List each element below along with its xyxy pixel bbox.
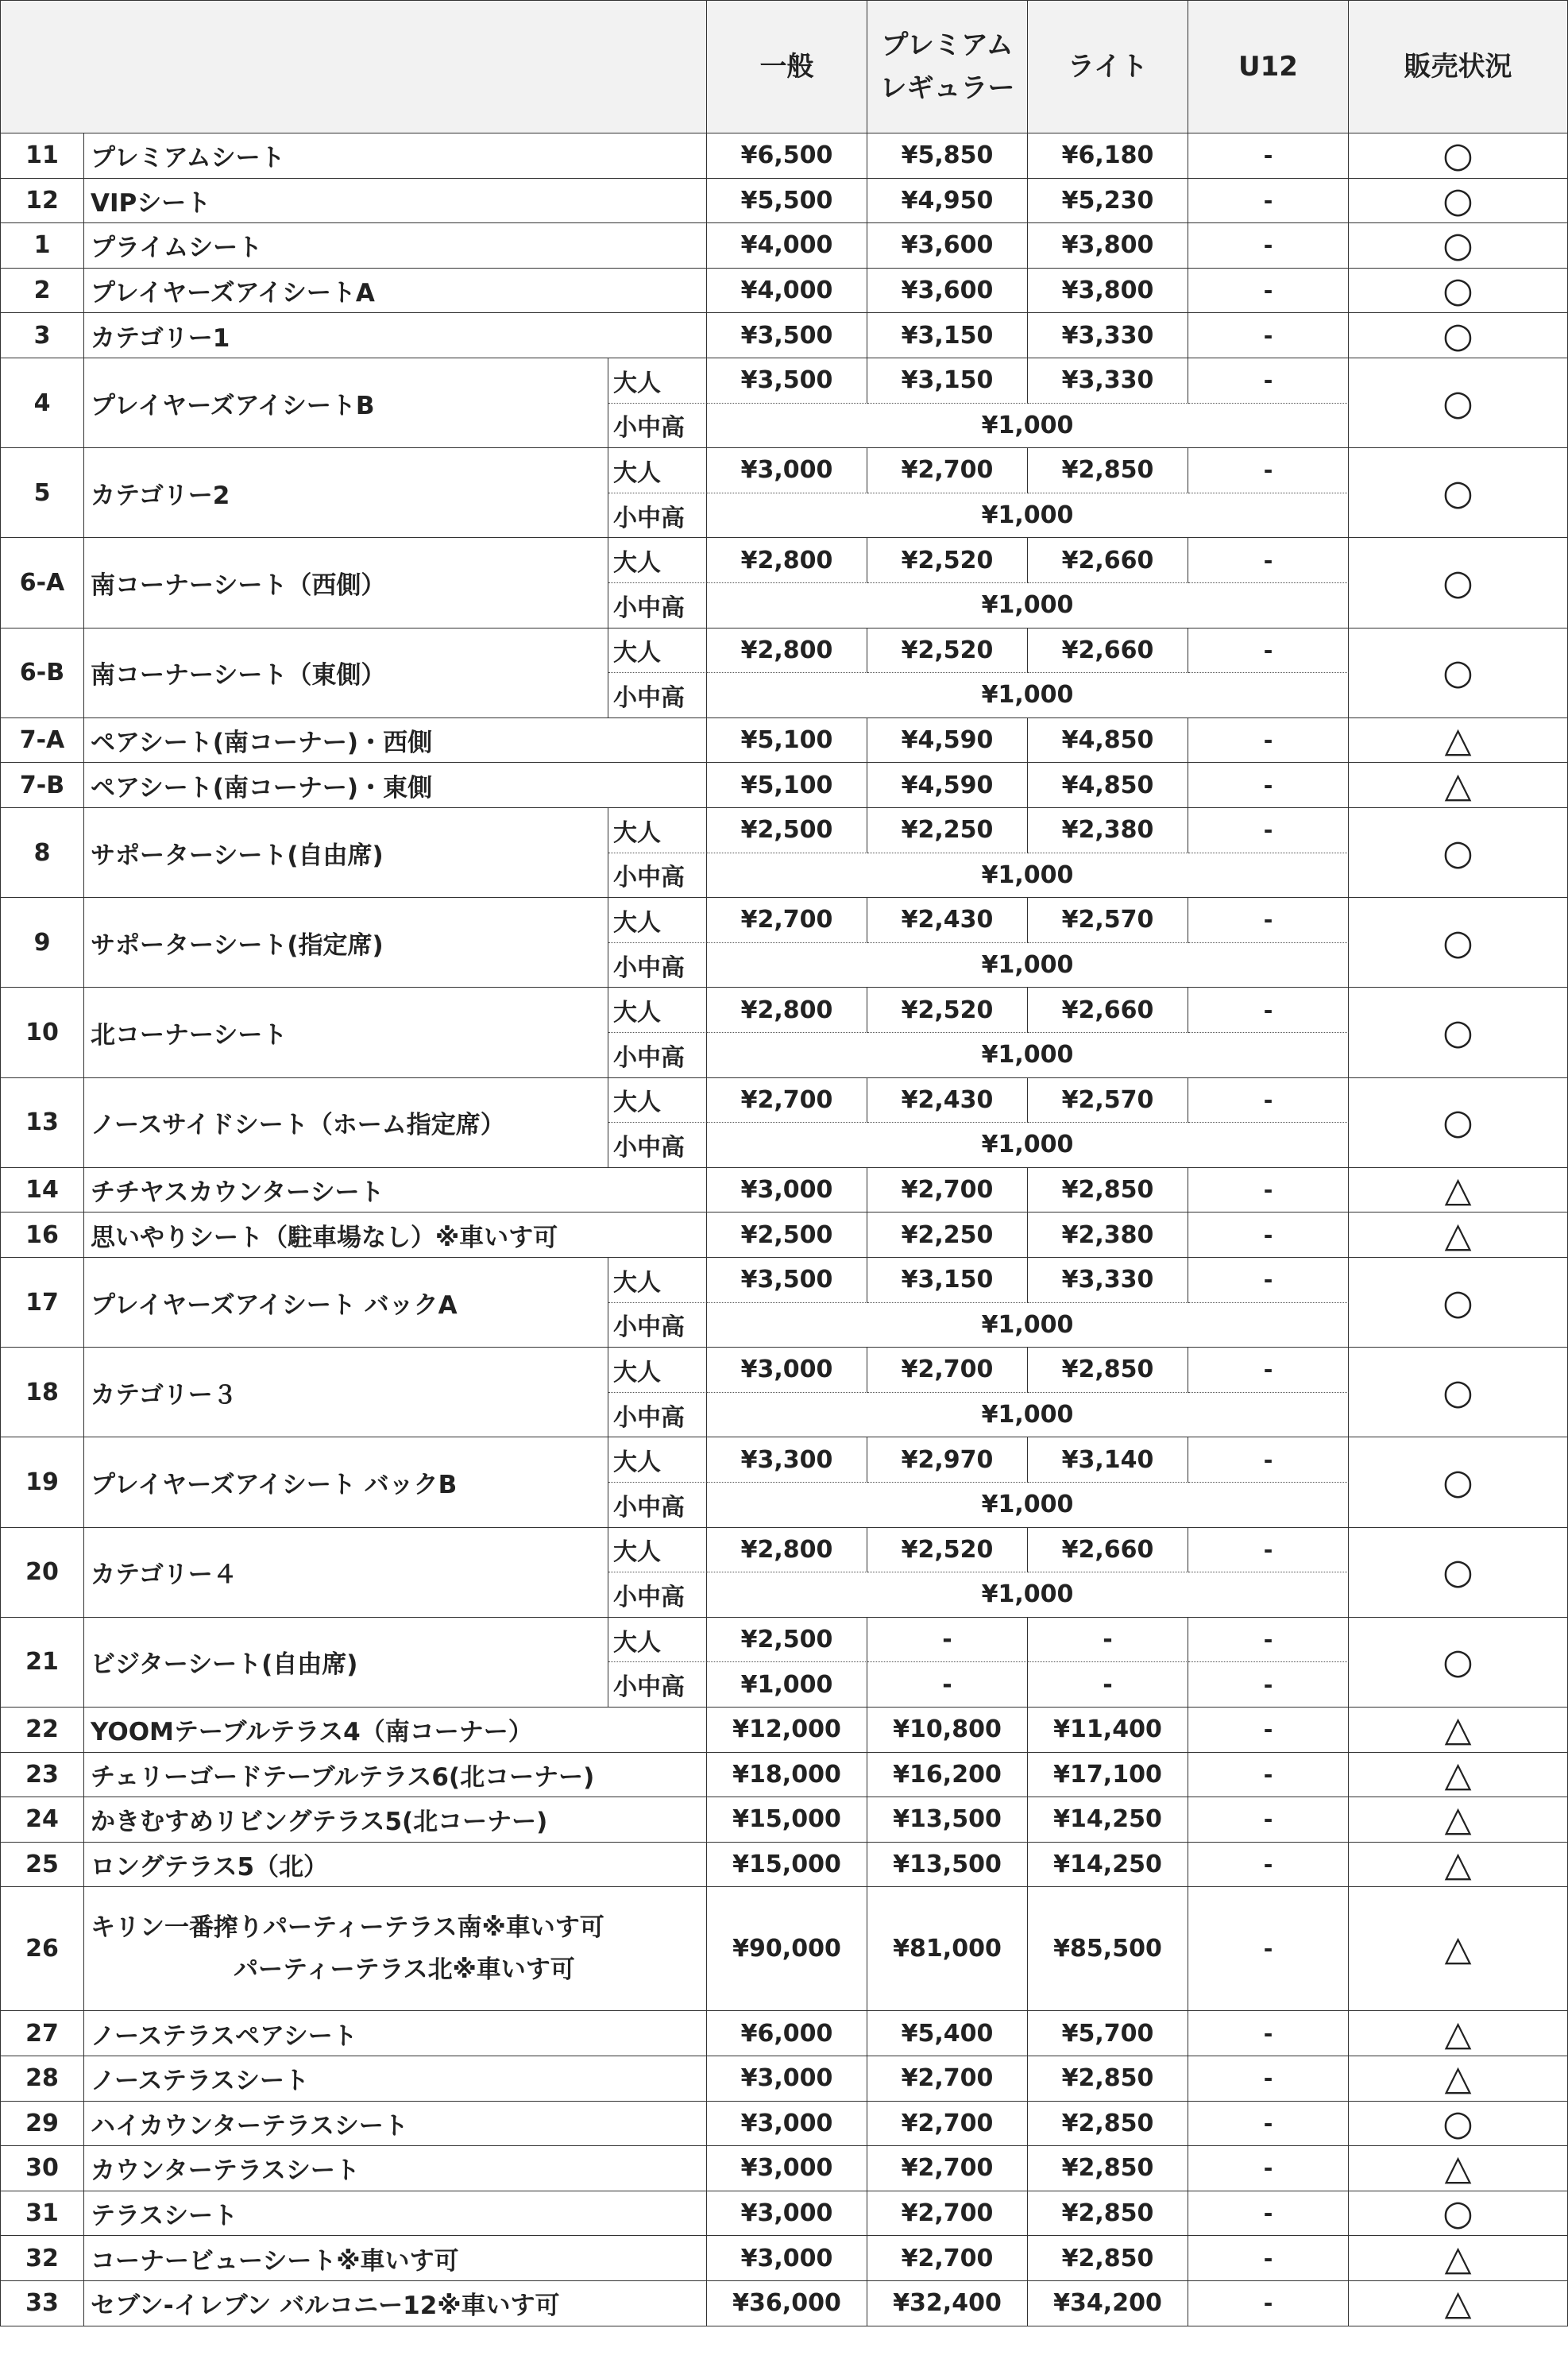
seat-number: 18 [0, 1348, 84, 1437]
adult-price-premium: ¥2,520 [867, 988, 1028, 1033]
seat-number: 7-A [0, 718, 84, 764]
seat-number: 23 [0, 1753, 84, 1798]
price-light: ¥6,180 [1028, 133, 1188, 179]
youth-price: ¥1,000 [707, 1303, 1349, 1348]
adult-price-general: ¥2,800 [707, 628, 867, 674]
youth-price-premium: - [867, 1662, 1028, 1708]
price-premium: ¥4,590 [867, 718, 1028, 764]
adult-label: 大人 [608, 1528, 707, 1573]
price-premium: ¥2,700 [867, 2236, 1028, 2281]
adult-price-general: ¥2,700 [707, 1078, 867, 1124]
seat-name: ノーステラスペアシート [84, 2011, 707, 2056]
seat-name: テラスシート [84, 2191, 707, 2237]
seat-name [84, 1887, 707, 2011]
youth-label: 小中高 [608, 493, 707, 539]
header-u12: U12 [1188, 0, 1349, 133]
adult-price-u12: - [1188, 1528, 1349, 1573]
seat-name: YOOMテーブルテラス4（南コーナー） [84, 1708, 707, 1753]
youth-price: ¥1,000 [707, 583, 1349, 628]
sales-status: ○ [1349, 628, 1568, 718]
sales-status: ○ [1349, 2191, 1568, 2237]
seat-name: カウンターテラスシート [84, 2146, 707, 2191]
seat-name: サポーターシート(指定席) [84, 898, 608, 988]
price-u12: - [1188, 1213, 1349, 1258]
adult-price-general: ¥3,500 [707, 358, 867, 404]
seat-number: 16 [0, 1213, 84, 1258]
seat-number: 31 [0, 2191, 84, 2237]
seat-number: 6-A [0, 538, 84, 628]
youth-price-light: - [1028, 1662, 1188, 1708]
adult-price-premium: - [867, 1618, 1028, 1663]
price-light: ¥2,850 [1028, 2102, 1188, 2147]
youth-label: 小中高 [608, 1303, 707, 1348]
youth-label: 小中高 [608, 853, 707, 899]
price-u12: - [1188, 2146, 1349, 2191]
adult-price-light: ¥2,660 [1028, 1528, 1188, 1573]
sales-status: △ [1349, 1708, 1568, 1753]
seat-name-line2: パーティーテラス北※車いす可 [234, 1955, 575, 1984]
adult-price-light: ¥2,380 [1028, 808, 1188, 853]
sales-status: ○ [1349, 1258, 1568, 1348]
price-u12: - [1188, 1843, 1349, 1888]
adult-price-general: ¥2,500 [707, 808, 867, 853]
adult-price-u12: - [1188, 1258, 1349, 1303]
seat-number: 14 [0, 1168, 84, 1213]
price-premium: ¥2,700 [867, 1168, 1028, 1213]
price-u12: - [1188, 2236, 1349, 2281]
seat-name: ロングテラス5（北） [84, 1843, 707, 1888]
adult-label: 大人 [608, 898, 707, 943]
sales-status: △ [1349, 1168, 1568, 1213]
sales-status: ○ [1349, 898, 1568, 988]
price-light: ¥2,850 [1028, 2191, 1188, 2237]
seat-number: 24 [0, 1797, 84, 1843]
seat-name: ノーステラスシート [84, 2056, 707, 2102]
price-light: ¥14,250 [1028, 1843, 1188, 1888]
sales-status: ○ [1349, 1078, 1568, 1168]
adult-price-premium: ¥2,700 [867, 1348, 1028, 1393]
seat-name: サポーターシート(自由席) [84, 808, 608, 898]
adult-price-light: ¥2,660 [1028, 988, 1188, 1033]
adult-price-general: ¥3,300 [707, 1437, 867, 1483]
adult-label: 大人 [608, 808, 707, 853]
price-premium: ¥2,700 [867, 2102, 1028, 2147]
sales-status: ○ [1349, 2102, 1568, 2147]
price-light: ¥34,200 [1028, 2281, 1188, 2326]
seat-name: プライムシート [84, 223, 707, 269]
price-u12: - [1188, 2011, 1349, 2056]
seat-name: VIPシート [84, 179, 707, 224]
seat-name-line1: キリン一番搾りパーティーテラス南※車いす可 [91, 1913, 604, 1943]
seat-name: ハイカウンターテラスシート [84, 2102, 707, 2147]
sales-status: ○ [1349, 1437, 1568, 1527]
price-u12: - [1188, 179, 1349, 224]
adult-price-general: ¥2,800 [707, 988, 867, 1033]
price-light: ¥2,850 [1028, 2146, 1188, 2191]
youth-price: ¥1,000 [707, 1483, 1349, 1528]
sales-status: △ [1349, 1797, 1568, 1843]
adult-price-premium: ¥2,520 [867, 1528, 1028, 1573]
seat-name: プレイヤーズアイシート バックB [84, 1437, 608, 1527]
youth-price: ¥1,000 [707, 493, 1349, 539]
seat-name: カテゴリー４ [84, 1528, 608, 1618]
sales-status: ○ [1349, 1348, 1568, 1437]
price-light: ¥5,230 [1028, 179, 1188, 224]
adult-price-light: ¥2,570 [1028, 898, 1188, 943]
adult-price-general: ¥2,800 [707, 538, 867, 583]
price-premium: ¥16,200 [867, 1753, 1028, 1798]
seat-number: 5 [0, 448, 84, 538]
price-general: ¥3,500 [707, 313, 867, 358]
adult-label: 大人 [608, 1618, 707, 1663]
price-u12: - [1188, 718, 1349, 764]
youth-price-u12: - [1188, 1662, 1349, 1708]
youth-price: ¥1,000 [707, 943, 1349, 988]
sales-status: △ [1349, 1843, 1568, 1888]
price-general: ¥6,000 [707, 2011, 867, 2056]
price-general: ¥4,000 [707, 223, 867, 269]
adult-label: 大人 [608, 628, 707, 674]
adult-price-light: ¥2,660 [1028, 538, 1188, 583]
price-premium: ¥4,590 [867, 763, 1028, 808]
price-premium: ¥5,850 [867, 133, 1028, 179]
youth-label: 小中高 [608, 404, 707, 449]
adult-price-light: ¥2,850 [1028, 448, 1188, 493]
seat-name: チチヤスカウンターシート [84, 1168, 707, 1213]
seat-number: 10 [0, 988, 84, 1077]
seat-number: 2 [0, 269, 84, 314]
adult-price-premium: ¥2,520 [867, 538, 1028, 583]
price-general: ¥3,000 [707, 1168, 867, 1213]
adult-price-u12: - [1188, 358, 1349, 404]
adult-price-premium: ¥2,250 [867, 808, 1028, 853]
seat-number: 28 [0, 2056, 84, 2102]
header-premium [867, 0, 1028, 133]
adult-price-light: ¥3,330 [1028, 358, 1188, 404]
price-general: ¥15,000 [707, 1797, 867, 1843]
seat-number: 26 [0, 1887, 84, 2011]
adult-price-light: - [1028, 1618, 1188, 1663]
adult-price-u12: - [1188, 1618, 1349, 1663]
adult-price-premium: ¥3,150 [867, 1258, 1028, 1303]
sales-status: △ [1349, 2011, 1568, 2056]
seat-number: 8 [0, 808, 84, 898]
price-u12: - [1188, 1708, 1349, 1753]
adult-price-general: ¥3,000 [707, 448, 867, 493]
seat-name: カテゴリー1 [84, 313, 707, 358]
sales-status: ○ [1349, 808, 1568, 898]
seat-number: 17 [0, 1258, 84, 1348]
adult-price-u12: - [1188, 1078, 1349, 1124]
seat-number: 30 [0, 2146, 84, 2191]
seat-name: カテゴリー３ [84, 1348, 608, 1437]
youth-label: 小中高 [608, 1033, 707, 1078]
price-general: ¥90,000 [707, 1887, 867, 2011]
price-premium: ¥5,400 [867, 2011, 1028, 2056]
youth-label: 小中高 [608, 1123, 707, 1168]
adult-price-premium: ¥2,430 [867, 898, 1028, 943]
adult-price-premium: ¥2,700 [867, 448, 1028, 493]
price-general: ¥2,500 [707, 1213, 867, 1258]
adult-label: 大人 [608, 538, 707, 583]
sales-status: ○ [1349, 313, 1568, 358]
adult-price-u12: - [1188, 628, 1349, 674]
sales-status: ○ [1349, 179, 1568, 224]
price-premium: ¥2,700 [867, 2146, 1028, 2191]
sales-status: ○ [1349, 1618, 1568, 1708]
adult-price-premium: ¥2,970 [867, 1437, 1028, 1483]
youth-price: ¥1,000 [707, 853, 1349, 899]
sales-status: △ [1349, 2056, 1568, 2102]
sales-status: △ [1349, 1753, 1568, 1798]
price-premium: ¥81,000 [867, 1887, 1028, 2011]
sales-status: ○ [1349, 538, 1568, 628]
adult-price-light: ¥3,330 [1028, 1258, 1188, 1303]
seat-number: 11 [0, 133, 84, 179]
header-general: 一般 [707, 0, 867, 133]
seat-name: カテゴリー2 [84, 448, 608, 538]
seat-number: 4 [0, 358, 84, 448]
price-general: ¥3,000 [707, 2236, 867, 2281]
sales-status: ○ [1349, 448, 1568, 538]
seat-name: 南コーナーシート（西側） [84, 538, 608, 628]
seat-number: 6-B [0, 628, 84, 718]
seat-number: 25 [0, 1843, 84, 1888]
header-blank [0, 0, 707, 133]
adult-price-u12: - [1188, 988, 1349, 1033]
price-premium: ¥3,150 [867, 313, 1028, 358]
price-general: ¥3,000 [707, 2102, 867, 2147]
seat-number: 32 [0, 2236, 84, 2281]
price-u12: - [1188, 2102, 1349, 2147]
price-light: ¥2,380 [1028, 1213, 1188, 1258]
adult-label: 大人 [608, 988, 707, 1033]
adult-price-light: ¥2,570 [1028, 1078, 1188, 1124]
adult-price-premium: ¥3,150 [867, 358, 1028, 404]
adult-price-general: ¥3,500 [707, 1258, 867, 1303]
price-general: ¥3,000 [707, 2191, 867, 2237]
price-general: ¥15,000 [707, 1843, 867, 1888]
price-light: ¥4,850 [1028, 718, 1188, 764]
seat-number: 29 [0, 2102, 84, 2147]
price-light: ¥3,330 [1028, 313, 1188, 358]
adult-price-u12: - [1188, 1348, 1349, 1393]
sales-status: △ [1349, 1887, 1568, 2011]
price-general: ¥4,000 [707, 269, 867, 314]
adult-price-u12: - [1188, 448, 1349, 493]
seat-number: 9 [0, 898, 84, 988]
youth-label: 小中高 [608, 1572, 707, 1618]
youth-label: 小中高 [608, 1662, 707, 1708]
seat-name: ペアシート(南コーナー)・東側 [84, 763, 707, 808]
adult-label: 大人 [608, 448, 707, 493]
seat-number: 19 [0, 1437, 84, 1527]
price-light: ¥4,850 [1028, 763, 1188, 808]
youth-label: 小中高 [608, 673, 707, 718]
seat-number: 13 [0, 1078, 84, 1168]
price-general: ¥3,000 [707, 2056, 867, 2102]
price-premium: ¥3,600 [867, 223, 1028, 269]
sales-status: ○ [1349, 269, 1568, 314]
price-premium: ¥4,950 [867, 179, 1028, 224]
header-premium-line1: プレミアム [881, 29, 1014, 61]
price-light: ¥17,100 [1028, 1753, 1188, 1798]
price-general: ¥12,000 [707, 1708, 867, 1753]
sales-status: ○ [1349, 133, 1568, 179]
price-light: ¥5,700 [1028, 2011, 1188, 2056]
adult-price-light: ¥2,660 [1028, 628, 1188, 674]
youth-price: ¥1,000 [707, 1123, 1349, 1168]
seat-number: 12 [0, 179, 84, 224]
price-general: ¥6,500 [707, 133, 867, 179]
seat-number: 22 [0, 1708, 84, 1753]
price-u12: - [1188, 1753, 1349, 1798]
sales-status: ○ [1349, 358, 1568, 448]
price-u12: - [1188, 133, 1349, 179]
seat-number: 21 [0, 1618, 84, 1708]
price-light: ¥14,250 [1028, 1797, 1188, 1843]
adult-price-u12: - [1188, 1437, 1349, 1483]
price-u12: - [1188, 313, 1349, 358]
youth-price: ¥1,000 [707, 404, 1349, 449]
seat-name: 北コーナーシート [84, 988, 608, 1077]
seat-name: プレイヤーズアイシートB [84, 358, 608, 448]
youth-price: ¥1,000 [707, 1572, 1349, 1618]
adult-price-general: ¥3,000 [707, 1348, 867, 1393]
seat-number: 20 [0, 1528, 84, 1618]
adult-price-general: ¥2,700 [707, 898, 867, 943]
adult-price-u12: - [1188, 808, 1349, 853]
youth-price: ¥1,000 [707, 1033, 1349, 1078]
price-u12: - [1188, 1797, 1349, 1843]
sales-status: △ [1349, 2236, 1568, 2281]
seat-name: ペアシート(南コーナー)・西側 [84, 718, 707, 764]
price-general: ¥18,000 [707, 1753, 867, 1798]
adult-price-u12: - [1188, 538, 1349, 583]
price-u12: - [1188, 1887, 1349, 2011]
header-status: 販売状況 [1349, 0, 1568, 133]
price-premium: ¥10,800 [867, 1708, 1028, 1753]
seat-number: 33 [0, 2281, 84, 2326]
adult-price-premium: ¥2,520 [867, 628, 1028, 674]
price-light: ¥11,400 [1028, 1708, 1188, 1753]
seat-name: プレイヤーズアイシート バックA [84, 1258, 608, 1348]
price-light: ¥3,800 [1028, 269, 1188, 314]
price-general: ¥5,100 [707, 718, 867, 764]
youth-label: 小中高 [608, 943, 707, 988]
sales-status: △ [1349, 763, 1568, 808]
price-light: ¥2,850 [1028, 2236, 1188, 2281]
sales-status: △ [1349, 718, 1568, 764]
price-premium: ¥13,500 [867, 1797, 1028, 1843]
youth-price: ¥1,000 [707, 1393, 1349, 1438]
seat-name: プレミアムシート [84, 133, 707, 179]
seat-number: 3 [0, 313, 84, 358]
sales-status: △ [1349, 2146, 1568, 2191]
price-general: ¥5,500 [707, 179, 867, 224]
seat-name: プレイヤーズアイシートA [84, 269, 707, 314]
price-u12: - [1188, 2191, 1349, 2237]
sales-status: ○ [1349, 1528, 1568, 1618]
price-light: ¥2,850 [1028, 2056, 1188, 2102]
sales-status: ○ [1349, 223, 1568, 269]
price-general: ¥36,000 [707, 2281, 867, 2326]
price-u12: - [1188, 223, 1349, 269]
sales-status: △ [1349, 2281, 1568, 2326]
adult-price-general: ¥2,500 [707, 1618, 867, 1663]
adult-label: 大人 [608, 1437, 707, 1483]
adult-price-light: ¥2,850 [1028, 1348, 1188, 1393]
youth-price: ¥1,000 [707, 673, 1349, 718]
seat-name: コーナービューシート※車いす可 [84, 2236, 707, 2281]
price-premium: ¥2,250 [867, 1213, 1028, 1258]
adult-price-premium: ¥2,430 [867, 1078, 1028, 1124]
adult-label: 大人 [608, 1078, 707, 1124]
price-u12: - [1188, 2056, 1349, 2102]
adult-label: 大人 [608, 1348, 707, 1393]
price-u12: - [1188, 269, 1349, 314]
seat-number: 7-B [0, 763, 84, 808]
price-premium: ¥2,700 [867, 2056, 1028, 2102]
price-light: ¥2,850 [1028, 1168, 1188, 1213]
price-premium: ¥13,500 [867, 1843, 1028, 1888]
seat-name: セブン-イレブン バルコニー12※車いす可 [84, 2281, 707, 2326]
price-general: ¥5,100 [707, 763, 867, 808]
sales-status: ○ [1349, 988, 1568, 1077]
price-light: ¥3,800 [1028, 223, 1188, 269]
price-u12: - [1188, 1168, 1349, 1213]
price-light: ¥85,500 [1028, 1887, 1188, 2011]
price-premium: ¥3,600 [867, 269, 1028, 314]
youth-label: 小中高 [608, 1483, 707, 1528]
adult-price-u12: - [1188, 898, 1349, 943]
price-premium: ¥2,700 [867, 2191, 1028, 2237]
price-u12: - [1188, 763, 1349, 808]
seat-name: チェリーゴードテーブルテラス6(北コーナー) [84, 1753, 707, 1798]
sales-status: △ [1349, 1213, 1568, 1258]
adult-label: 大人 [608, 1258, 707, 1303]
youth-label: 小中高 [608, 583, 707, 628]
seat-number: 27 [0, 2011, 84, 2056]
seat-name: ビジターシート(自由席) [84, 1618, 608, 1708]
seat-name: 南コーナーシート（東側） [84, 628, 608, 718]
youth-label: 小中高 [608, 1393, 707, 1438]
seat-name: ノースサイドシート（ホーム指定席） [84, 1078, 608, 1168]
header-premium-line2: レギュラー [879, 72, 1015, 104]
price-premium: ¥32,400 [867, 2281, 1028, 2326]
seat-name: かきむすめリビングテラス5(北コーナー) [84, 1797, 707, 1843]
price-general: ¥3,000 [707, 2146, 867, 2191]
header-light: ライト [1028, 0, 1188, 133]
adult-label: 大人 [608, 358, 707, 404]
youth-price-general: ¥1,000 [707, 1662, 867, 1708]
adult-price-general: ¥2,800 [707, 1528, 867, 1573]
price-u12: - [1188, 2281, 1349, 2326]
adult-price-light: ¥3,140 [1028, 1437, 1188, 1483]
seat-name: 思いやりシート（駐車場なし）※車いす可 [84, 1213, 707, 1258]
seat-number: 1 [0, 223, 84, 269]
